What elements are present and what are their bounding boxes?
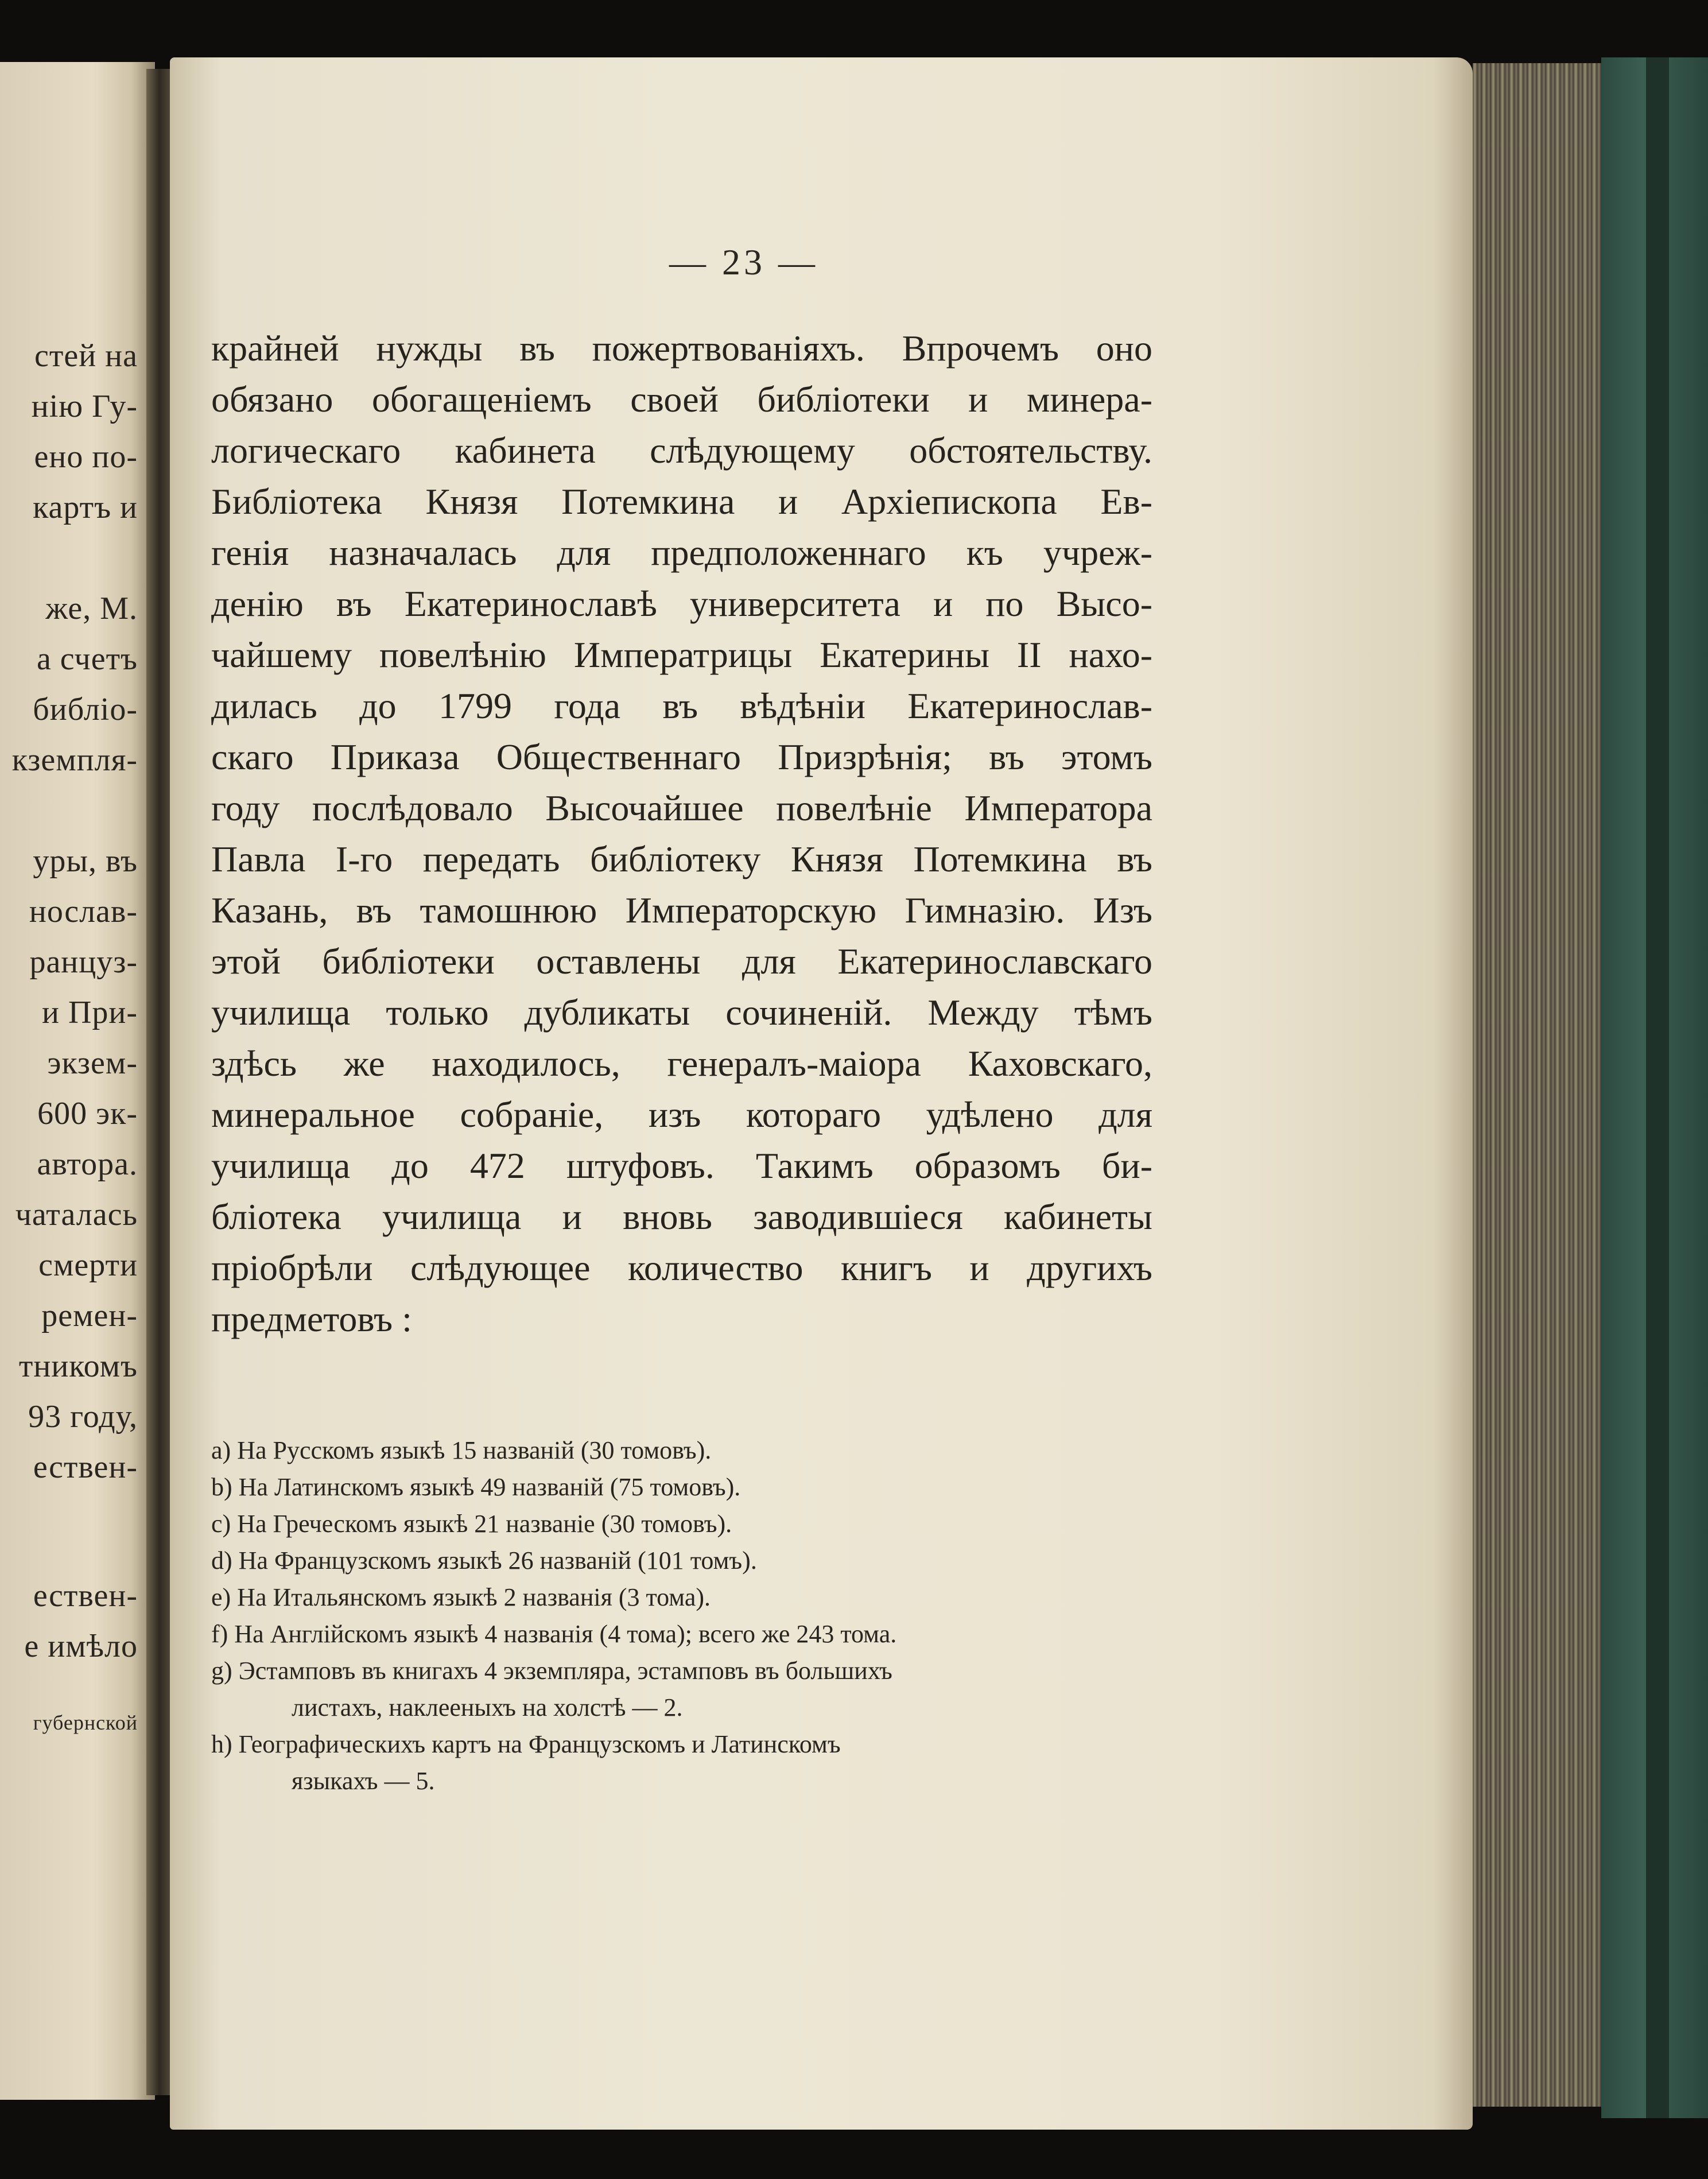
cover-board-edge [1646,57,1669,2118]
list-item: g) Эстамповъ въ книгахъ 4 экземпляра, эстамповъ въ большихъ [211,1657,892,1685]
current-page [170,57,1473,2130]
list-item: b) На Латинскомъ языкѣ 49 названій (75 томовъ). [211,1473,741,1501]
left-page-line: 600 эк- [37,1096,138,1131]
text-line: этой библіотеки оставлены для Екатеринославскаго [211,941,1152,982]
left-page-line: 93 году, [28,1399,138,1434]
left-page-line: смерти [38,1247,138,1283]
left-page-line: автора. [37,1146,138,1182]
left-page-line: ествен- [33,1449,138,1485]
text-line: училища до 472 штуфовъ. Такимъ образомъ би- [211,1145,1152,1186]
previous-page [0,62,155,2100]
text-line: здѣсь же находилось, генералъ-маіора Каховскаго, [211,1043,1152,1084]
text-line: Библіотека Князя Потемкина и Архіепископа Ев- [211,481,1152,522]
left-page-line: ено по- [34,439,138,475]
text-line: логическаго кабинета слѣдующему обстоятельству. [211,430,1152,471]
book-inventory-list [211,1432,1152,1800]
left-page-line: библіо- [33,692,138,727]
left-page-line: кземпля- [11,742,138,778]
text-line: генія назначалась для предположеннаго къ учреж- [211,532,1152,573]
left-page-line: тникомъ [18,1348,138,1384]
left-page-line: нослав- [29,894,138,929]
left-page-line: ремен- [41,1298,138,1333]
list-item: c) На Греческомъ языкѣ 21 названіе (30 томовъ). [211,1510,732,1538]
list-item: e) На Итальянскомъ языкѣ 2 названія (3 тома). [211,1583,711,1611]
text-line: училища только дубликаты сочиненій. Между тѣмъ [211,992,1152,1033]
left-page-line: а счетъ [36,641,138,677]
text-line: обязано обогащеніемъ своей библіотеки и минера- [211,379,1152,420]
text-line: году послѣдовало Высочайшее повелѣніе Императора [211,788,1152,828]
list-item: h) Географическихъ картъ на Французскомъ и Латинскомъ [211,1730,841,1758]
list-item: a) На Русскомъ языкѣ 15 названій (30 томовъ). [211,1436,712,1464]
left-page-line: ествен- [33,1578,138,1614]
left-page-line: и При- [41,995,138,1030]
left-page-line: стей на [34,338,138,374]
text-line: бліотека училища и вновь заводившіеся кабинеты [211,1196,1152,1237]
text-line: минеральное собраніе, изъ котораго удѣлено для [211,1094,1152,1135]
left-page-line: нію Гу- [31,389,138,424]
text-line: крайней нужды въ пожертвованіяхъ. Впрочемъ оно [211,328,1152,369]
text-line: Казань, въ тамошнюю Императорскую Гимназію. Изъ [211,890,1152,930]
text-line: денію въ Екатеринославѣ университета и по Высо- [211,583,1152,624]
left-page-line: чаталась [15,1197,138,1232]
left-page-line: же, М. [45,591,138,626]
text-line: скаго Приказа Общественнаго Призрѣнія; въ этомъ [211,736,1152,777]
page-number: — 23 — [669,242,818,282]
text-line: пріобрѣли слѣдующее количество книгъ и другихъ [211,1247,1152,1288]
left-page-line: губернской [33,1711,138,1734]
left-page-line: ранцуз- [29,944,138,980]
page-stack-edge [1473,63,1605,2107]
left-page-line: уры, въ [33,843,138,879]
body-paragraph [211,323,1152,1344]
list-item: d) На Французскомъ языкѣ 26 названій (101 томъ). [211,1546,757,1575]
text-line: дилась до 1799 года въ вѣдѣніи Екатеринослав- [211,685,1152,726]
left-page-line: картъ и [33,490,138,525]
list-item-continuation: листахъ, наклееныхъ на холстѣ — 2. [292,1693,683,1722]
list-item: f) На Англійскомъ языкѣ 4 названія (4 тома); всего же 243 тома. [211,1620,897,1648]
text-line: предметовъ : [211,1298,412,1339]
left-page-line: экзем- [47,1045,138,1081]
left-page-line: е имѣло [24,1629,138,1664]
list-item-continuation: языкахъ — 5. [292,1767,435,1795]
text-line: чайшему повелѣнію Императрицы Екатерины II нахо- [211,634,1152,675]
text-line: Павла I-го передать библіотеку Князя Потемкина въ [211,839,1152,879]
